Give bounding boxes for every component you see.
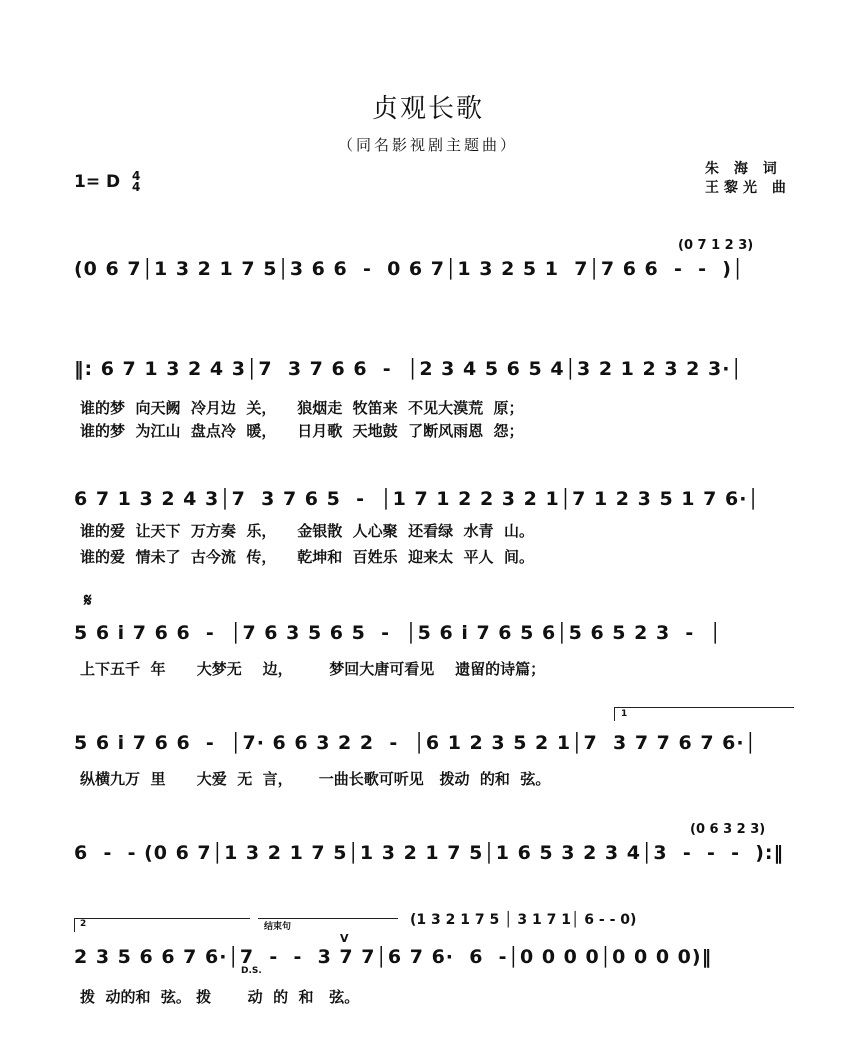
notation-line-6: 6 - - (0 6 7│1 3 2 1 7 5│1 3 2 1 7 5│1 6 5 3 2 3 4│3 - - - ):‖ xyxy=(74,842,784,864)
notation-line-1: (0 6 7│1 3 2 1 7 5│3 6 6 - 0 6 7│1 3 2 5 1 7│7 6 6 - - )│ xyxy=(74,258,745,280)
breath-mark: V xyxy=(340,932,349,945)
lyricist-credit: 朱 海 词 xyxy=(705,161,782,177)
second-ending-number: 2 xyxy=(80,919,87,929)
notation-line-2: ‖: 6 7 1 3 2 4 3│7 3 7 6 6 - │2 3 4 5 6 5 4│3 2 1 2 3 2 3·│ xyxy=(74,358,743,380)
notation-line-7: 2 3 5 6 6 7 6·│7 - - 3 7 7│6 7 6· 6 -│0 0 0 0│0 0 0 0)‖ xyxy=(74,946,713,968)
aux-notes-1: (0 7 1 2 3) xyxy=(678,238,754,253)
lyric-line-5: 纵横九万 里 大爱 无 言， 一曲长歌可听见 拨动 的和 弦。 xyxy=(80,770,551,788)
notation-line-3: 6 7 1 3 2 4 3│7 3 7 6 5 - │1 7 1 2 2 3 2 1│7 1 2 3 5 1 7 6·│ xyxy=(74,488,760,510)
composer-credit: 王黎光 曲 xyxy=(705,180,791,196)
time-top: 4 xyxy=(132,169,141,183)
ds-marking: D.S. xyxy=(241,966,262,976)
lyric-line-3b: 谁的爱 情未了 古今流 传， 乾坤和 百姓乐 迎来太 平人 间。 xyxy=(80,548,535,566)
first-ending-bracket-tick xyxy=(614,707,615,721)
aux-notes-6: (0 6 3 2 3) xyxy=(690,822,766,837)
lyric-line-3a: 谁的爱 让天下 万方奏 乐， 金银散 人心聚 还看绿 水青 山。 xyxy=(80,522,535,540)
notation-line-5: 5 6 i 7 6 6 - │7· 6 6 3 2 2 - │6 1 2 3 5 2 1│7 3 7 7 6 7 6·│ xyxy=(74,732,758,754)
lyric-line-4: 上下五千 年 大梦无 边， 梦回大唐可看见 遗留的诗篇； xyxy=(80,660,546,678)
aux-notes-7: (1 3 2 1 7 5 │ 3 1 7 1│ 6 - - 0) xyxy=(410,912,637,928)
second-ending-bracket xyxy=(74,918,250,919)
song-title: 贞观长歌 xyxy=(371,94,484,124)
time-bottom: 4 xyxy=(132,180,141,194)
key-signature xyxy=(74,171,140,193)
coda-label: 结束句 xyxy=(264,922,292,932)
first-ending-number: 1 xyxy=(621,709,628,719)
key-label: 1= D xyxy=(74,172,121,192)
first-ending-bracket xyxy=(614,707,794,708)
credits xyxy=(705,160,815,198)
second-ending-bracket-tick xyxy=(74,918,75,932)
song-subtitle: （同名影视剧主题曲） xyxy=(337,136,518,154)
segno-sign: 𝄋 xyxy=(84,590,92,611)
notation-line-4: 5 6 i 7 6 6 - │7 6 3 5 6 5 - │5 6 i 7 6 5 6│5 6 5 2 3 - │ xyxy=(74,622,722,644)
time-signature xyxy=(132,171,140,193)
lyric-line-7: 拨 动的和 弦。 拨 动 的 和 弦。 xyxy=(80,988,360,1006)
lyric-line-2b: 谁的梦 为江山 盘点冷 暖， 日月歌 天地鼓 了断风雨恩 怨； xyxy=(80,422,524,440)
lyric-line-2a: 谁的梦 向天阙 冷月边 关， 狼烟走 牧笛来 不见大漠荒 原； xyxy=(80,399,524,417)
